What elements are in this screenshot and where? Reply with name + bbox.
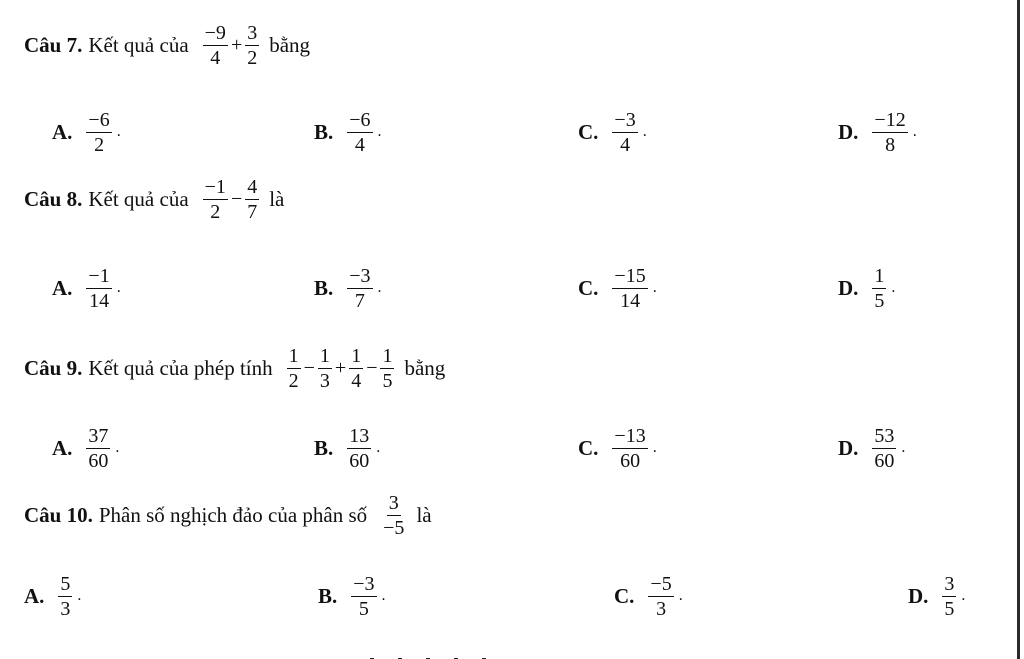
option-9-b[interactable]: B. $\frac{13}{60}$ . [314, 424, 381, 472]
fraction: $\frac{-9}{4}$ [204, 21, 226, 69]
question-10 [24, 490, 432, 540]
question-number: Câu 7. [24, 32, 83, 57]
operator: − [366, 356, 378, 379]
option-9-d[interactable]: D. $\frac{53}{60}$ . [838, 424, 906, 472]
question-tail: bằng [269, 32, 311, 57]
question-text: Phân số nghịch đảo của phân số [98, 502, 368, 527]
option-7-b[interactable]: B. $\frac{-6}{4}$ . [314, 108, 382, 156]
option-8-c[interactable]: C. $\frac{-15}{14}$ . [578, 264, 657, 312]
question-8 [24, 174, 284, 224]
operator: − [230, 187, 243, 210]
fraction: $\frac{1}{3}$ [319, 344, 330, 392]
operator: + [334, 356, 347, 379]
question-text: Kết quả của [88, 186, 189, 211]
option-10-d[interactable]: D. $\frac{3}{5}$ . [908, 572, 966, 620]
question-tail: là [416, 502, 432, 527]
question-number: Câu 10. [24, 502, 93, 527]
question-9 [24, 343, 445, 393]
fraction: $\frac{1}{5}$ [874, 264, 885, 312]
fraction: $\frac{13}{60}$ [349, 424, 370, 472]
fraction: $\frac{1}{5}$ [382, 344, 393, 392]
question-expression [285, 346, 397, 391]
page-right-border [1017, 0, 1020, 659]
fraction: $\frac{-3}{5}$ [353, 572, 375, 620]
option-9-c[interactable]: C. $\frac{-13}{60}$ . [578, 424, 657, 472]
fraction: $\frac{4}{7}$ [247, 175, 258, 223]
option-7-d[interactable]: D. $\frac{-12}{8}$ . [838, 108, 917, 156]
fraction: $\frac{-5}{3}$ [650, 572, 672, 620]
option-10-c[interactable]: C. $\frac{-5}{3}$ . [614, 572, 683, 620]
fraction: $\frac{37}{60}$ [88, 424, 109, 472]
cut-off-text-fragment [370, 648, 520, 659]
fraction: $\frac{-6}{4}$ [349, 108, 371, 156]
question-text: Kết quả của phép tính [88, 355, 273, 380]
fraction: $\frac{1}{4}$ [351, 344, 362, 392]
fraction: $\frac{-3}{7}$ [349, 264, 371, 312]
option-9-a[interactable]: A. $\frac{37}{60}$ . [52, 424, 120, 472]
fraction: $\frac{3}{2}$ [247, 21, 258, 69]
option-8-b[interactable]: B. $\frac{-3}{7}$ . [314, 264, 382, 312]
operator: + [230, 33, 243, 56]
fraction: $\frac{-1}{14}$ [88, 264, 110, 312]
option-7-a[interactable]: A. $\frac{-6}{2}$ . [52, 108, 121, 156]
question-expression [201, 23, 262, 68]
fraction: $\frac{-1}{2}$ [204, 175, 226, 223]
question-expression [201, 177, 262, 222]
fraction: $\frac{3}{-5}$ [383, 491, 405, 539]
fraction: $\frac{-13}{60}$ [614, 424, 646, 472]
fraction: $\frac{-15}{14}$ [614, 264, 646, 312]
fraction: $\frac{-12}{8}$ [874, 108, 906, 156]
option-7-c[interactable]: C. $\frac{-3}{4}$ . [578, 108, 647, 156]
option-8-a[interactable]: A. $\frac{-1}{14}$ . [52, 264, 121, 312]
question-tail: bằng [404, 355, 446, 380]
option-10-a[interactable]: A. $\frac{5}{3}$ . [24, 572, 82, 620]
question-7 [24, 20, 310, 70]
fraction: $\frac{53}{60}$ [874, 424, 895, 472]
fraction: $\frac{3}{5}$ [944, 572, 955, 620]
question-tail: là [269, 186, 285, 211]
fraction: $\frac{5}{3}$ [60, 572, 71, 620]
question-number: Câu 9. [24, 355, 83, 380]
question-expression [379, 493, 408, 538]
option-8-d[interactable]: D. $\frac{1}{5}$ . [838, 264, 896, 312]
question-text: Kết quả của [88, 32, 189, 57]
fraction: $\frac{1}{2}$ [288, 344, 299, 392]
operator: − [303, 356, 315, 379]
question-number: Câu 8. [24, 186, 83, 211]
fraction: $\frac{-3}{4}$ [614, 108, 636, 156]
fraction: $\frac{-6}{2}$ [88, 108, 110, 156]
option-10-b[interactable]: B. $\frac{-3}{5}$ . [318, 572, 386, 620]
